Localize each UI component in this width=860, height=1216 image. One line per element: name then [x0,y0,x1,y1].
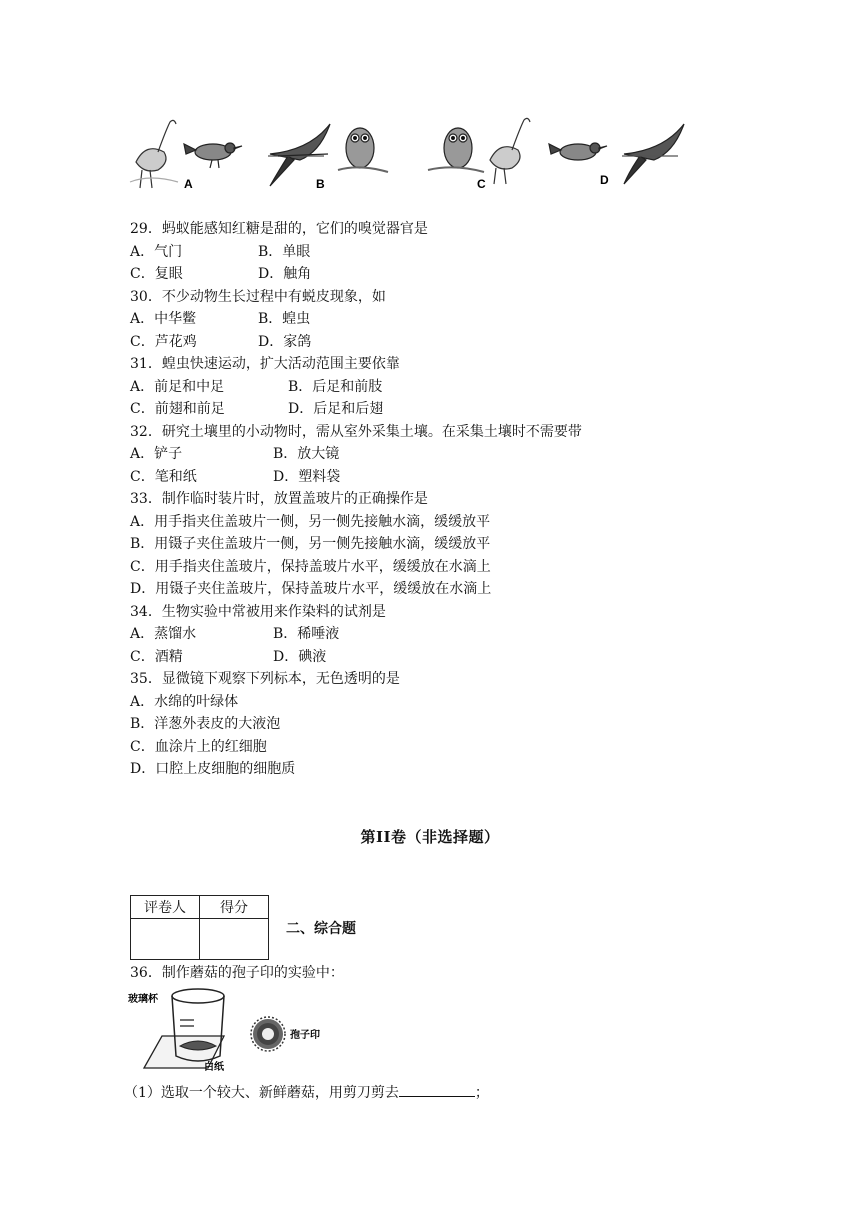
question-33 [130,488,750,601]
option-c: C．芦花鸡 [130,333,197,350]
question-stem: 35．显微镜下观察下列标本，无色透明的是 [130,671,400,687]
option-c: C．笔和纸 [130,468,197,485]
bird-group-a [130,120,242,191]
bird-group-c [428,118,530,191]
option-b: B．蝗虫 [258,311,311,327]
option-a: A．蒸馏水 [130,626,197,642]
section-title: 第II卷（非选择题） [360,828,500,846]
spore-print-icon [251,1017,285,1051]
sparrow-icon [549,143,607,160]
question-stem: 34．生物实验中常被用来作染料的试剂是 [130,603,386,620]
question-stem: 31．蝗虫快速运动，扩大活动范围主要依靠 [130,356,400,372]
option-d: D．口腔上皮细胞的细胞质 [130,761,296,777]
crane-icon [490,118,530,184]
swallow-icon [622,124,684,184]
question-36-stem: 36．制作蘑菇的孢子印的实验中： [130,965,344,981]
option-c: C．酒精 [130,648,183,665]
label-b: B [316,177,325,191]
label-spore-print: 孢子印 [290,1030,320,1041]
question-31 [130,353,750,421]
question-35 [130,668,750,781]
option-a: A．前足和中足 [130,378,225,395]
score-table [130,895,269,960]
question-stem: 32．研究土壤里的小动物时，需从室外采集土壤。在采集土壤时不需要带 [130,423,582,440]
option-a: A．用手指夹住盖玻片一侧，另一侧先接触水滴，缓缓放平 [130,513,491,530]
question-stem: 29．蚂蚁能感知红糖是甜的，它们的嗅觉器官是 [130,221,428,237]
crane-icon [130,120,178,188]
label-white-paper: 白纸 [204,1062,224,1072]
bird-group-d [549,124,684,187]
option-d: D．家鸽 [258,333,312,350]
question-34 [130,601,750,669]
option-b: B．用镊子夹住盖玻片一侧，另一侧先接触水滴，缓缓放平 [130,536,491,552]
option-a: A．气门 [130,243,183,260]
question-30 [130,286,750,354]
spore-print-diagram [126,986,336,1072]
question-36-part-1-text: （1）选取一个较大、新鲜蘑菇，用剪刀剪去 [124,1085,399,1101]
part-title: 二、综合题 [286,921,356,937]
option-a: A．中华鳖 [130,311,197,327]
option-d: D．后足和后翅 [288,401,384,417]
option-b: B．放大镜 [273,446,340,462]
question-36-part-1 [124,1082,489,1102]
question-stem: 30．不少动物生长过程中有蜕皮现象，如 [130,288,386,305]
label-glass-cup: 玻璃杯 [128,994,158,1005]
score-table-score-header: 得分 [200,896,269,919]
option-c: C．血涂片上的红细胞 [130,738,267,755]
option-c: C．前翅和前足 [130,401,225,417]
option-c: C．复眼 [130,266,183,282]
label-c: C [477,177,486,191]
option-b: B．洋葱外表皮的大液泡 [130,716,281,732]
sparrow-icon [184,143,242,168]
option-b: B．稀唾液 [273,626,340,642]
option-d: D．触角 [258,266,312,282]
score-table-grader-header: 评卷人 [131,896,200,919]
option-a: A．铲子 [130,446,183,462]
label-a: A [184,177,193,191]
bird-group-b [268,124,388,191]
score-table-grader-cell [131,919,200,960]
question-32 [130,421,750,489]
option-d: D．用镊子夹住盖玻片，保持盖玻片水平，缓缓放在水滴上 [130,581,492,597]
answer-blank[interactable] [399,1082,475,1097]
option-a: A．水绵的叶绿体 [130,693,239,710]
option-b: B．后足和前肢 [288,378,383,395]
option-b: B．单眼 [258,243,311,260]
question-36-part-1-end: ； [474,1085,489,1101]
score-table-score-cell [200,919,269,960]
question-29 [130,218,750,286]
option-c: C．用手指夹住盖玻片，保持盖玻片水平，缓缓放在水滴上 [130,558,491,575]
label-d: D [600,173,609,187]
option-d: D．塑料袋 [273,468,341,485]
owl-icon [428,128,484,172]
owl-icon [338,128,388,172]
option-d: D．碘液 [273,648,327,665]
bird-figure [128,112,688,196]
question-stem: 33．制作临时装片时，放置盖玻片的正确操作是 [130,491,428,507]
